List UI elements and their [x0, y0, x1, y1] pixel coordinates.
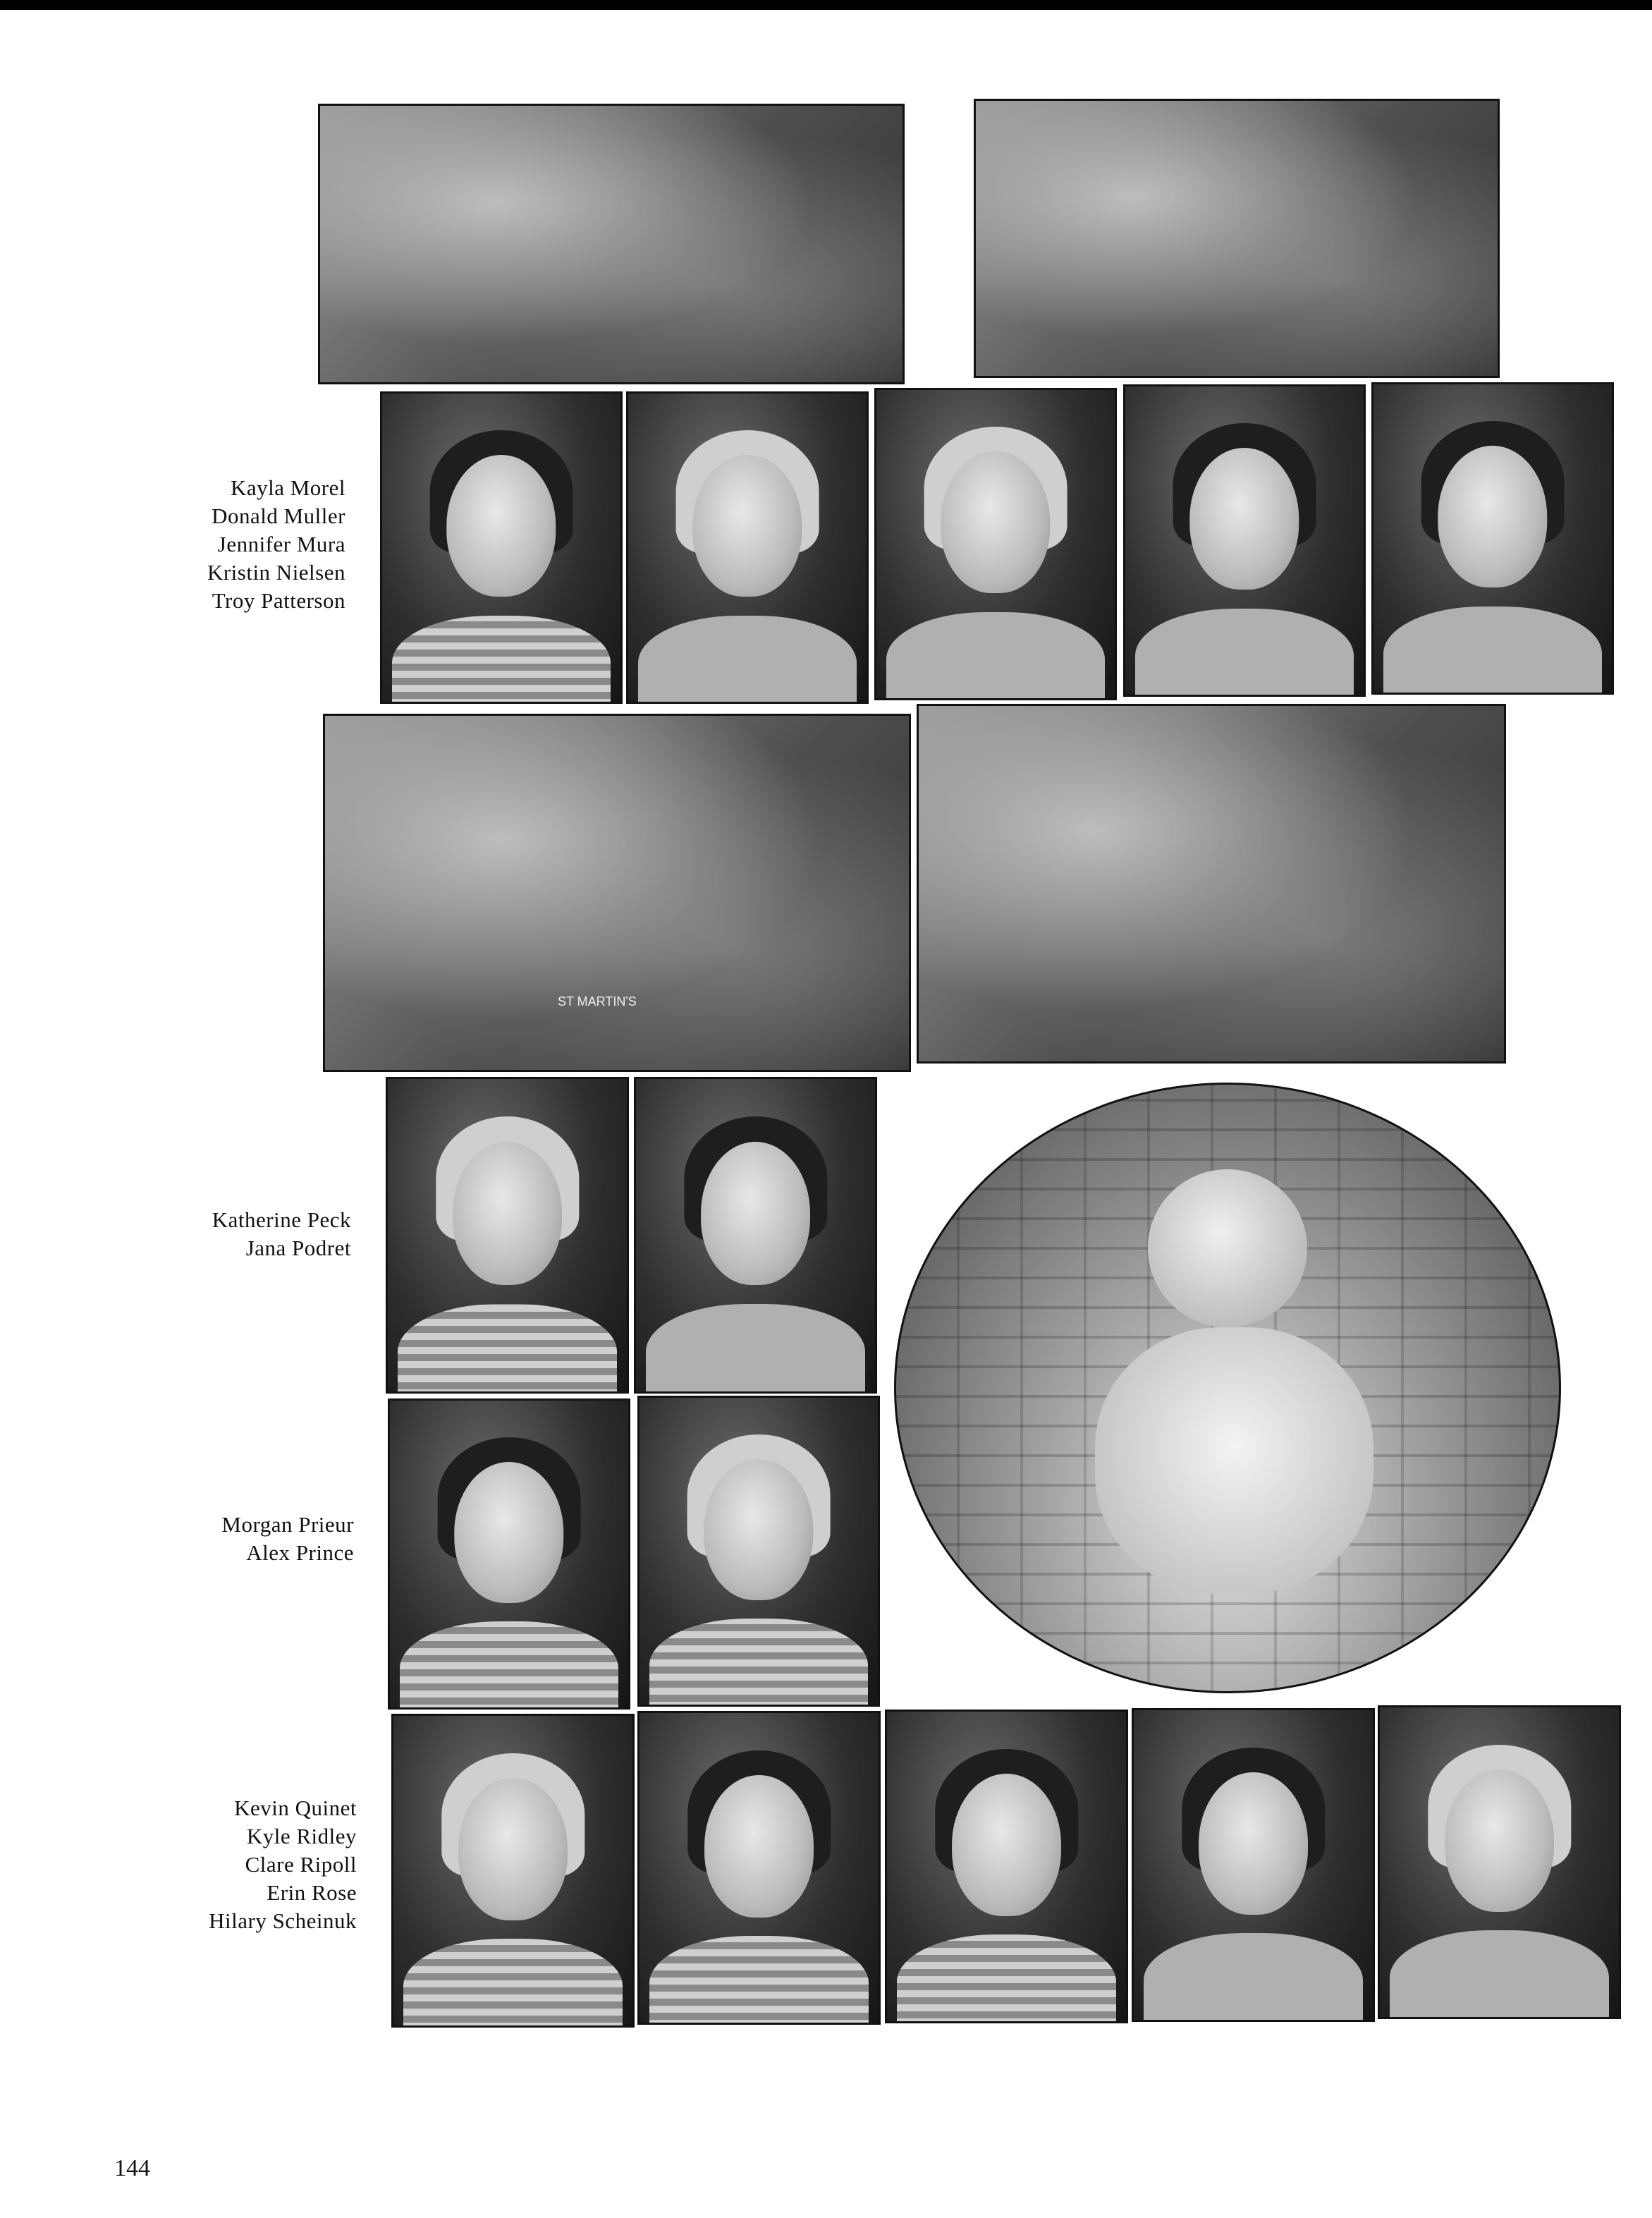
- student-name: Troy Patterson: [212, 588, 345, 613]
- portrait-morgan-prieur: [388, 1399, 630, 1710]
- portrait-troy-patterson: [1371, 382, 1614, 695]
- student-name: Morgan Prieur: [221, 1512, 354, 1537]
- candid-photo-girl-with-toy: [894, 1083, 1561, 1693]
- candid-photo-crafts-girls: [318, 104, 905, 384]
- student-name: Kayla Morel: [230, 475, 345, 500]
- portrait-katherine-peck: [386, 1077, 629, 1394]
- portrait-kyle-ridley: [637, 1711, 881, 2025]
- student-name: Alex Prince: [246, 1540, 354, 1565]
- candid-photo-classroom-table: [974, 99, 1500, 378]
- student-name: Kyle Ridley: [246, 1824, 357, 1848]
- portrait-kevin-quinet: [391, 1714, 635, 2028]
- student-name: Jana Podret: [245, 1236, 351, 1260]
- student-name: Hilary Scheinuk: [209, 1908, 357, 1933]
- portrait-clare-ripoll: [885, 1710, 1128, 2023]
- name-list-group-4: [141, 1794, 357, 1935]
- portrait-kristin-nielsen: [1123, 384, 1366, 697]
- student-name: Donald Muller: [212, 504, 345, 528]
- student-name: Katherine Peck: [212, 1207, 351, 1232]
- student-name: Erin Rose: [267, 1880, 357, 1905]
- top-border: [0, 0, 1652, 10]
- student-name: Kristin Nielsen: [207, 560, 345, 585]
- portrait-donald-muller: [626, 391, 869, 704]
- name-list-group-3: [141, 1511, 354, 1567]
- name-list-group-2: [141, 1206, 351, 1262]
- portrait-kayla-morel: [380, 391, 623, 704]
- page-number: 144: [114, 2155, 150, 2181]
- student-name: Clare Ripoll: [245, 1852, 357, 1877]
- student-name: Jennifer Mura: [217, 532, 345, 556]
- name-list-group-1: [141, 474, 345, 615]
- portrait-alex-prince: [637, 1396, 880, 1707]
- candid-photo-halloween-costumes: [323, 714, 911, 1072]
- student-name: Kevin Quinet: [234, 1796, 357, 1820]
- candid-photo-classroom-group: [917, 704, 1506, 1064]
- sweatshirt-text: ST MARTIN'S: [558, 994, 637, 1009]
- portrait-erin-rose: [1132, 1708, 1375, 2022]
- portrait-jana-podret: [634, 1077, 877, 1394]
- portrait-jennifer-mura: [874, 388, 1117, 700]
- portrait-hilary-scheinuk: [1378, 1705, 1621, 2019]
